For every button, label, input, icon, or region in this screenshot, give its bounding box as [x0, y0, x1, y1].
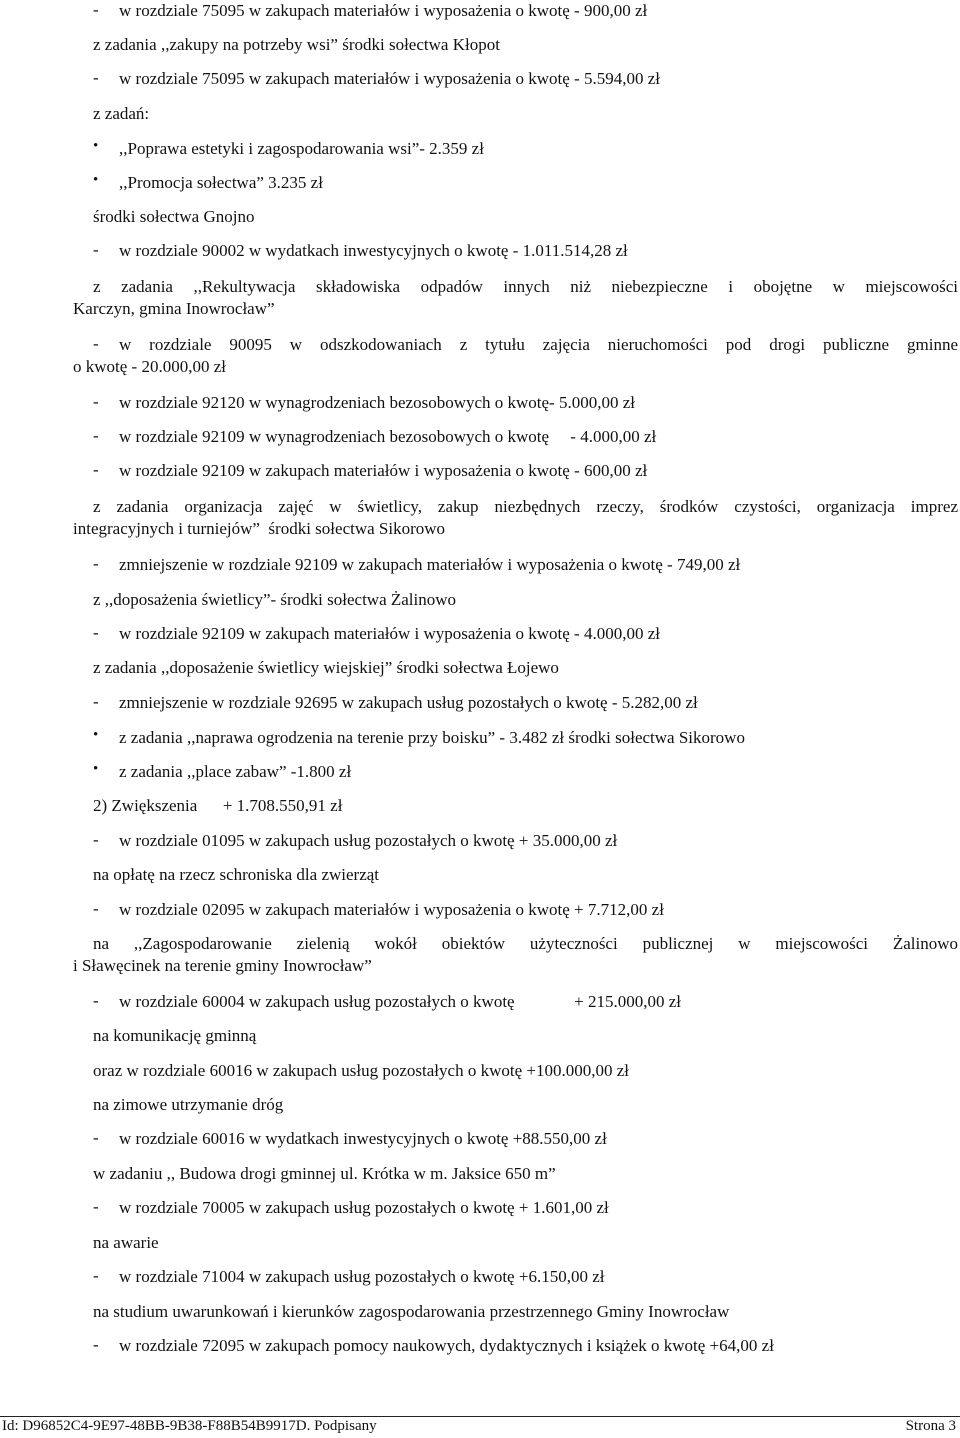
text-line-8: w rozdziale 90002 w wydatkach inwestycyjnych o kwotę - 1.011.514,28 zł — [119, 241, 628, 260]
bullet-marker: • — [93, 761, 99, 777]
text-line-31: w rozdziale 60016 w wydatkach inwestycyjnych o kwotę +88.550,00 zł — [119, 1129, 607, 1148]
text-line-28: na komunikację gminną — [93, 1026, 257, 1045]
dash-marker: - — [93, 1266, 99, 1285]
text-line-12: w rozdziale 92109 w wynagrodzeniach bezosobowych o kwotę - 4.000,00 zł — [119, 427, 657, 446]
dash-marker: - — [93, 554, 99, 573]
text-line-17: w rozdziale 92109 w zakupach materiałów i wyposażenia o kwotę - 4.000,00 zł — [119, 624, 660, 643]
footer-page-number: Strona 3 — [905, 1418, 956, 1434]
text-line-32: w zadaniu ,, Budowa drogi gminnej ul. Krótka w m. Jaksice 650 m” — [93, 1164, 556, 1183]
text-line-9a: z zadania ,,Rekultywacja składowiska odpadów innych niż niebezpieczne i obojętne w miejscowości — [93, 277, 958, 296]
text-line-25: w rozdziale 02095 w zakupach materiałów i wyposażenia o kwotę + 7.712,00 zł — [119, 900, 664, 919]
text-line-1: w rozdziale 75095 w zakupach materiałów i wyposażenia o kwotę - 900,00 zł — [119, 1, 648, 20]
text-line-19: zmniejszenie w rozdziale 92695 w zakupach usług pozostałych o kwotę - 5.282,00 zł — [119, 693, 698, 712]
dash-marker: - — [93, 68, 99, 87]
bullet-marker: • — [93, 172, 99, 188]
text-line-4: z zadań: — [93, 104, 150, 123]
dash-marker: - — [93, 460, 99, 479]
text-line-22: 2) Zwiększenia + 1.708.550,91 zł — [93, 796, 343, 815]
text-line-18: z zadania ,,doposażenie świetlicy wiejskiej” środki sołectwa Łojewo — [93, 658, 559, 677]
dash-marker: - — [93, 623, 99, 642]
dash-marker: - — [93, 1128, 99, 1147]
text-line-36: na studium uwarunkowań i kierunków zagospodarowania przestrzennego Gminy Inowrocław — [93, 1302, 730, 1321]
dash-marker: - — [93, 1197, 99, 1216]
text-line-14a: z zadania organizacja zajęć w świetlicy, zakup niezbędnych rzeczy, środków czystości, organizacja imprez — [93, 497, 958, 516]
text-line-6: ,,Promocja sołectwa” 3.235 zł — [119, 173, 323, 192]
text-line-2: z zadania ,,zakupy na potrzeby wsi” środki sołectwa Kłopot — [93, 35, 500, 54]
text-line-3: w rozdziale 75095 w zakupach materiałów i wyposażenia o kwotę - 5.594,00 zł — [119, 69, 660, 88]
text-line-27: w rozdziale 60004 w zakupach usług pozostałych o kwotę + 215.000,00 zł — [119, 992, 681, 1011]
text-line-23: w rozdziale 01095 w zakupach usług pozostałych o kwotę + 35.000,00 zł — [119, 831, 618, 850]
text-line-15: zmniejszenie w rozdziale 92109 w zakupach materiałów i wyposażenia o kwotę - 749,00 zł — [119, 555, 741, 574]
text-line-33: w rozdziale 70005 w zakupach usług pozostałych o kwotę + 1.601,00 zł — [119, 1198, 609, 1217]
dash-marker: - — [93, 0, 99, 19]
text-line-10b: o kwotę - 20.000,00 zł — [73, 357, 226, 376]
dash-marker: - — [93, 426, 99, 445]
text-line-5: ,,Poprawa estetyki i zagospodarowania wsi”- 2.359 zł — [119, 139, 484, 158]
text-line-9b: Karczyn, gmina Inowrocław” — [73, 299, 275, 318]
dash-marker: - — [93, 830, 99, 849]
text-line-16: z ,,doposażenia świetlicy”- środki sołectwa Żalinowo — [93, 590, 457, 609]
bullet-marker: • — [93, 727, 99, 743]
text-line-30: na zimowe utrzymanie dróg — [93, 1095, 284, 1114]
dash-marker: - — [93, 1335, 99, 1354]
text-line-26a: na ,,Zagospodarowanie zielenią wokół obiektów użyteczności publicznej w miejscowości Żalinowo — [93, 934, 958, 953]
dash-marker: - — [93, 899, 99, 918]
text-line-35: w rozdziale 71004 w zakupach usług pozostałych o kwotę +6.150,00 zł — [119, 1267, 605, 1286]
text-line-10a: w rozdziale 90095 w odszkodowaniach z tytułu zajęcia nieruchomości pod drogi publiczne gminne — [119, 335, 958, 354]
dash-marker: - — [93, 392, 99, 411]
text-line-7: środki sołectwa Gnojno — [93, 207, 255, 226]
text-line-24: na opłatę na rzecz schroniska dla zwierząt — [93, 865, 380, 884]
text-line-13: w rozdziale 92109 w zakupach materiałów i wyposażenia o kwotę - 600,00 zł — [119, 461, 648, 480]
text-line-26b: i Sławęcinek na terenie gminy Inowrocław” — [73, 956, 372, 975]
footer-document-id: Id: D96852C4-9E97-48BB-9B38-F88B54B9917D. Podpisany — [2, 1418, 377, 1434]
text-line-21: z zadania ,,place zabaw” -1.800 zł — [119, 762, 352, 781]
text-line-14b: integracyjnych i turniejów” środki sołectwa Sikorowo — [73, 519, 446, 538]
text-line-29: oraz w rozdziale 60016 w zakupach usług pozostałych o kwotę +100.000,00 zł — [93, 1061, 629, 1080]
dash-marker: - — [93, 692, 99, 711]
dash-marker: - — [93, 334, 99, 353]
text-line-34: na awarie — [93, 1233, 159, 1252]
text-line-37: w rozdziale 72095 w zakupach pomocy naukowych, dydaktycznych i książek o kwotę +64,00 zł — [119, 1336, 774, 1355]
dash-marker: - — [93, 240, 99, 259]
text-line-20: z zadania ,,naprawa ogrodzenia na terenie przy boisku” - 3.482 zł środki sołectwa Sikorowo — [119, 728, 745, 747]
dash-marker: - — [93, 991, 99, 1010]
bullet-marker: • — [93, 138, 99, 154]
text-line-11: w rozdziale 92120 w wynagrodzeniach bezosobowych o kwotę- 5.000,00 zł — [119, 393, 635, 412]
